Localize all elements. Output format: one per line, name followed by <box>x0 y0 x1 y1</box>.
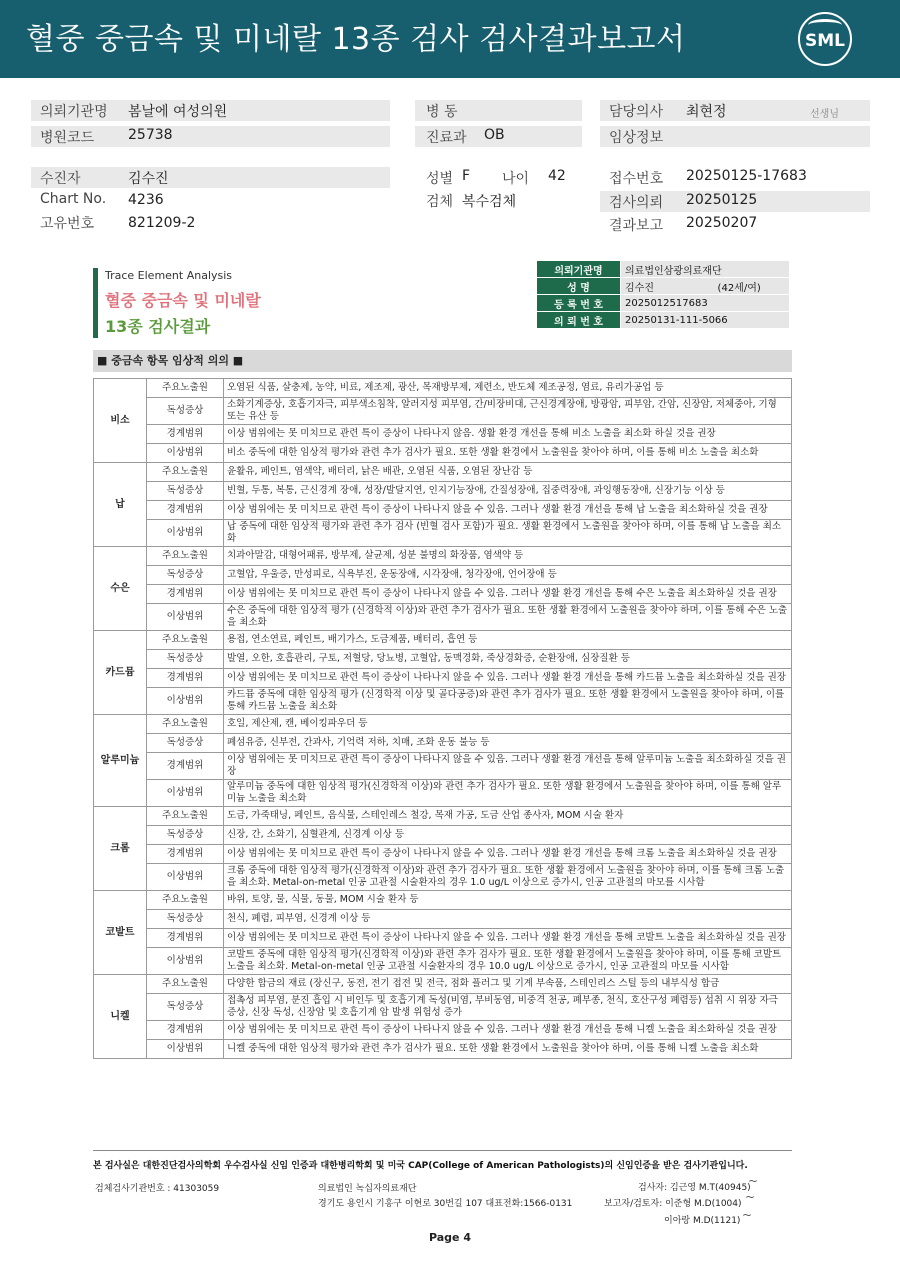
patient-key: 등 록 번 호 <box>537 295 621 312</box>
table-row <box>94 1040 792 1059</box>
row-description: 도금, 가죽태닝, 페인트, 음식물, 스테인레스 철강, 목재 가공, 도금 산업 종사자, MOM 시술 환자 <box>224 807 792 826</box>
dept-label: 진료과 <box>426 130 467 146</box>
table-row <box>94 734 792 753</box>
reviewer-signature: ~ <box>742 1208 753 1222</box>
row-description: 신장, 간, 소화기, 심혈관계, 신경계 이상 등 <box>224 826 792 845</box>
row-description: 소화기계증상, 호흡기자극, 피부색소침착, 알러지성 피부염, 간/비장비대, 근신경계장애, 방광암, 피부암, 간암, 신장암, 저체중아, 기형 또는 유산 등 <box>224 398 792 425</box>
report-kr-title2: 13종 검사결과 <box>105 317 211 336</box>
recipient-box <box>31 167 390 188</box>
table-row <box>94 994 792 1021</box>
patient-val: 2025012517683 <box>621 295 790 312</box>
reviewer-line: 이아랑 M.D(1121) <box>664 1216 741 1226</box>
report-title: 혈중 중금속 및 미네랄 13종 검사 검사결과보고서 <box>26 22 686 57</box>
patient-row <box>537 295 790 312</box>
recipient-label: 수진자 <box>40 171 81 187</box>
table-row <box>94 975 792 994</box>
row-category: 이상범위 <box>147 444 224 463</box>
tester-signature: ~ <box>748 1174 759 1188</box>
sex-value: F <box>462 168 471 184</box>
test-request-label: 검사의뢰 <box>609 195 664 211</box>
row-description: 이상 범위에는 못 미치므로 관련 특이 증상이 나타나지 않음. 생활 환경 개선을 통해 비소 노출을 최소화 하실 것을 권장 <box>224 425 792 444</box>
row-category: 주요노출원 <box>147 463 224 482</box>
table-row <box>94 566 792 585</box>
patient-row <box>537 312 790 329</box>
row-category: 경계범위 <box>147 845 224 864</box>
row-category: 주요노출원 <box>147 379 224 398</box>
table-row <box>94 669 792 688</box>
row-category: 주요노출원 <box>147 631 224 650</box>
row-category: 주요노출원 <box>147 975 224 994</box>
row-description: 천식, 폐렴, 피부염, 신경계 이상 등 <box>224 910 792 929</box>
row-category: 이상범위 <box>147 780 224 807</box>
result-report-label: 결과보고 <box>609 218 664 234</box>
table-row <box>94 807 792 826</box>
row-category: 경계범위 <box>147 1021 224 1040</box>
row-category: 독성증상 <box>147 650 224 669</box>
row-description: 이상 범위에는 못 미치므로 관련 특이 증상이 나타나지 않을 수 있음. 그러나 생활 환경 개선을 통해 수은 노출을 최소화하실 것을 권장 <box>224 585 792 604</box>
recipient-value: 김수진 <box>128 171 169 187</box>
clinical-significance-table <box>93 378 792 1059</box>
doctor-suffix: 선생님 <box>810 109 839 120</box>
test-request-value: 20250125 <box>686 192 758 208</box>
table-row <box>94 688 792 715</box>
row-category: 이상범위 <box>147 864 224 891</box>
section-title: ■ 중금속 항목 임상적 의의 ■ <box>93 350 792 372</box>
row-description: 접촉성 피부염, 분진 흡입 시 비인두 및 호흡기계 독성(비염, 부비동염, 비중격 천공, 폐부종, 천식, 호산구성 폐렴등) 섭취 시 위장 자극 증상, 신장 독성, 신장암 및 호흡기계 암 발생 위험성 증가 <box>224 994 792 1021</box>
receipt-label: 접수번호 <box>609 171 664 187</box>
row-category: 주요노출원 <box>147 715 224 734</box>
age-value: 42 <box>548 168 566 184</box>
patient-key: 성 명 <box>537 278 621 295</box>
row-description: 이상 범위에는 못 미치므로 관련 특이 증상이 나타나지 않을 수 있음. 그러나 생활 환경 개선을 통해 코발트 노출을 최소화하실 것을 권장 <box>224 929 792 948</box>
lab-number: 검체검사기관번호 : 41303059 <box>95 1184 220 1194</box>
patient-row <box>537 278 790 295</box>
table-row <box>94 379 792 398</box>
hospital-code-label: 병원코드 <box>40 130 95 146</box>
table-row <box>94 826 792 845</box>
chart-value: 4236 <box>128 192 164 208</box>
report-kr-title1: 혈중 중금속 및 미네랄 <box>105 291 261 310</box>
row-description: 발열, 오한, 호흡관리, 구토, 저혈당, 당뇨병, 고혈압, 동맥경화, 죽상경화증, 순환장애, 심장질환 등 <box>224 650 792 669</box>
row-category: 이상범위 <box>147 520 224 547</box>
unique-label: 고유번호 <box>40 216 95 232</box>
table-row <box>94 891 792 910</box>
requester-label: 의뢰기관명 <box>40 104 108 120</box>
age-label: 나이 <box>502 171 530 187</box>
org-name: 의료법인 녹십자의료재단 <box>318 1184 417 1194</box>
row-category: 독성증상 <box>147 566 224 585</box>
requester-value: 봄날에 여성의원 <box>128 104 228 120</box>
table-row <box>94 650 792 669</box>
table-row <box>94 715 792 734</box>
row-category: 이상범위 <box>147 1040 224 1059</box>
ward-label: 병 동 <box>426 104 458 120</box>
row-description: 다양한 합금의 재료 (장신구, 동전, 전기 접전 및 전극, 점화 플러그 및 기계 부속품, 스테인리스 스틸 등의 내부식성 합금 <box>224 975 792 994</box>
table-row <box>94 910 792 929</box>
report-en-title: Trace Element Analysis <box>105 269 233 282</box>
title-accent-bar <box>93 268 98 338</box>
row-description: 오염된 식품, 살충제, 농약, 비료, 제조제, 광산, 목재방부제, 제련소, 반도체 제조공정, 염료, 유리가공업 등 <box>224 379 792 398</box>
row-description: 폐섬유증, 신부전, 간과사, 기억력 저하, 치매, 조화 운동 불능 등 <box>224 734 792 753</box>
footer-divider <box>93 1150 792 1151</box>
table-row <box>94 444 792 463</box>
element-name: 비소 <box>94 379 147 463</box>
row-description: 크롬 중독에 대한 임상적 평가(신경학적 이상)와 관련 추가 검사가 필요. 또한 생활 환경에서 노출원을 찾아야 하며, 이를 통해 크롬 노출을 최소화. Metal-on-metal 인공 고관절 시술환자의 경우 1.0 ug/L 이상으로 증가시, 인공 고관절의 마모를 시사함 <box>224 864 792 891</box>
table-row <box>94 398 792 425</box>
table-row <box>94 547 792 566</box>
receipt-value: 20250125-17683 <box>686 168 807 184</box>
patient-key: 의 뢰 번 호 <box>537 312 621 329</box>
row-category: 경계범위 <box>147 753 224 780</box>
page-number: Page 4 <box>428 1231 471 1244</box>
row-category: 경계범위 <box>147 669 224 688</box>
logo-arc-icon <box>808 19 842 31</box>
row-description: 윤활유, 페인트, 염색약, 배터리, 낡은 배관, 오염된 식품, 오염된 장난감 등 <box>224 463 792 482</box>
row-description: 이상 범위에는 못 미치므로 관련 특이 증상이 나타나지 않을 수 있음. 그러나 생활 환경 개선을 통해 카드뮴 노출을 최소화하실 것을 권장 <box>224 669 792 688</box>
table-row <box>94 482 792 501</box>
hospital-code-value: 25738 <box>128 127 173 143</box>
row-description: 치과아말감, 대형어패류, 방부제, 살균제, 성분 불명의 화장품, 염색약 등 <box>224 547 792 566</box>
report-header <box>0 0 900 78</box>
row-description: 이상 범위에는 못 미치므로 관련 특이 증상이 나타나지 않을 수 있음. 그러나 생활 환경 개선을 통해 납 노출을 최소화하실 것을 권장 <box>224 501 792 520</box>
table-row <box>94 864 792 891</box>
row-description: 이상 범위에는 못 미치므로 관련 특이 증상이 나타나지 않을 수 있음. 그러나 생활 환경 개선을 통해 니켈 노출을 최소화하실 것을 권장 <box>224 1021 792 1040</box>
element-name: 크롬 <box>94 807 147 891</box>
tester-line: 검사자: 김근영 M.T(40945) <box>638 1183 751 1193</box>
clinical-label: 임상정보 <box>609 130 664 146</box>
row-category: 이상범위 <box>147 604 224 631</box>
row-description: 빈혈, 두통, 복통, 근신경계 장애, 성장/발달지연, 인지기능장애, 간질성장애, 집중력장애, 과잉행동장애, 신장기능 이상 등 <box>224 482 792 501</box>
table-row <box>94 845 792 864</box>
table-row <box>94 585 792 604</box>
sml-logo <box>798 12 852 66</box>
table-row <box>94 463 792 482</box>
row-category: 독성증상 <box>147 826 224 845</box>
table-row <box>94 520 792 547</box>
patient-key: 의뢰기관명 <box>537 261 621 278</box>
row-description: 수은 중독에 대한 임상적 평가 (신경학적 이상)와 관련 추가 검사가 필요. 또한 생활 환경에서 노출원을 찾아야 하며, 이를 통해 수은 노출을 최소화 <box>224 604 792 631</box>
patient-table <box>536 260 790 329</box>
patient-val: 20250131-111-5066 <box>621 312 790 329</box>
row-category: 독성증상 <box>147 482 224 501</box>
patient-val: 의료법인삼광의료재단 <box>621 261 790 278</box>
table-row <box>94 604 792 631</box>
row-description: 비소 중독에 대한 임상적 평가와 관련 추가 검사가 필요. 또한 생활 환경에서 노출원을 찾아야 하며, 이를 통해 비소 노출을 최소화 <box>224 444 792 463</box>
row-description: 호일, 제산제, 캔, 베이킹파우더 등 <box>224 715 792 734</box>
table-row <box>94 1021 792 1040</box>
element-name: 수은 <box>94 547 147 631</box>
patient-val: 김수진 (42세/여) <box>621 278 790 295</box>
element-name: 알루미늄 <box>94 715 147 807</box>
row-description: 이상 범위에는 못 미치므로 관련 특이 증상이 나타나지 않을 수 있음. 그러나 생활 환경 개선을 통해 크롬 노출을 최소화하실 것을 권장 <box>224 845 792 864</box>
sex-label: 성별 <box>426 171 454 187</box>
table-row <box>94 753 792 780</box>
specimen-value: 복수검체 <box>462 194 517 210</box>
org-address: 경기도 용인시 기흥구 이현로 30번길 107 대표전화:1566-0131 <box>318 1199 573 1209</box>
row-description: 바위, 토양, 물, 식물, 동물, MOM 시술 환자 등 <box>224 891 792 910</box>
row-category: 이상범위 <box>147 948 224 975</box>
table-row <box>94 425 792 444</box>
element-name: 카드뮴 <box>94 631 147 715</box>
row-category: 주요노출원 <box>147 807 224 826</box>
table-row <box>94 631 792 650</box>
row-category: 독성증상 <box>147 910 224 929</box>
patient-row <box>537 261 790 278</box>
unique-value: 821209-2 <box>128 215 196 231</box>
element-name: 코발트 <box>94 891 147 975</box>
table-row <box>94 929 792 948</box>
specimen-label: 검체 <box>426 194 454 210</box>
chart-label: Chart No. <box>40 191 107 207</box>
result-report-value: 20250207 <box>686 215 758 231</box>
doctor-label: 담당의사 <box>609 104 664 120</box>
dept-value: OB <box>484 127 505 143</box>
certification-note: 본 검사실은 대한진단검사의학회 우수검사실 신임 인증과 대한병리학회 및 미국 CAP(College of American Pathologists)의 신임인증을 받은 검사기관입니다. <box>93 1161 748 1171</box>
logo-text: SML <box>805 31 845 51</box>
reporter-signature: ~ <box>745 1190 756 1204</box>
row-description: 고혈압, 우울증, 만성피로, 식욕부진, 운동장애, 시각장애, 청각장애, 언어장애 등 <box>224 566 792 585</box>
row-category: 독성증상 <box>147 398 224 425</box>
table-row <box>94 948 792 975</box>
row-category: 독성증상 <box>147 994 224 1021</box>
element-name: 니켈 <box>94 975 147 1059</box>
row-description: 니켈 중독에 대한 임상적 평가와 관련 추가 검사가 필요. 또한 생활 환경에서 노출원을 찾아야 하며, 이를 통해 니켈 노출을 최소화 <box>224 1040 792 1059</box>
table-row <box>94 780 792 807</box>
row-description: 이상 범위에는 못 미치므로 관련 특이 증상이 나타나지 않을 수 있음. 그러나 생활 환경 개선을 통해 알루미늄 노출을 최소화하실 것을 권장 <box>224 753 792 780</box>
table-row <box>94 501 792 520</box>
row-description: 납 중독에 대한 임상적 평가와 관련 추가 검사 (빈혈 검사 포함)가 필요. 생활 환경에서 노출원을 찾아야 하며, 이를 통해 납 노출을 최소화 <box>224 520 792 547</box>
row-description: 용접, 연소연료, 페인트, 배기가스, 도금제품, 배터리, 흡연 등 <box>224 631 792 650</box>
element-name: 납 <box>94 463 147 547</box>
row-description: 카드뮴 중독에 대한 임상적 평가 (신경학적 이상 및 골다공증)와 관련 추가 검사가 필요. 또한 생활 환경에서 노출원을 찾아야 하며, 이를 통해 카드뮴 노출을 최소화 <box>224 688 792 715</box>
row-category: 주요노출원 <box>147 891 224 910</box>
row-category: 경계범위 <box>147 585 224 604</box>
row-description: 알루미늄 중독에 대한 임상적 평가(신경학적 이상)와 관련 추가 검사가 필요. 또한 생활 환경에서 노출원을 찾아야 하며, 이를 통해 알루미늄 노출을 최소화 <box>224 780 792 807</box>
row-category: 경계범위 <box>147 929 224 948</box>
row-category: 이상범위 <box>147 688 224 715</box>
row-category: 경계범위 <box>147 501 224 520</box>
reporter-line: 보고자/검토자: 이준형 M.D(1004) <box>604 1199 742 1209</box>
row-category: 독성증상 <box>147 734 224 753</box>
row-category: 경계범위 <box>147 425 224 444</box>
row-category: 주요노출원 <box>147 547 224 566</box>
row-description: 코발트 중독에 대한 임상적 평가(신경학적 이상)와 관련 추가 검사가 필요. 또한 생활 환경에서 노출원을 찾아야 하며, 이를 통해 코발트 노출을 최소화. Metal-on-metal 인공 고관절 시술환자의 경우 10.0 ug/L 이상으로 증가시, 인공 고관절의 마모를 시사함 <box>224 948 792 975</box>
doctor-value: 최현정 <box>686 104 727 120</box>
